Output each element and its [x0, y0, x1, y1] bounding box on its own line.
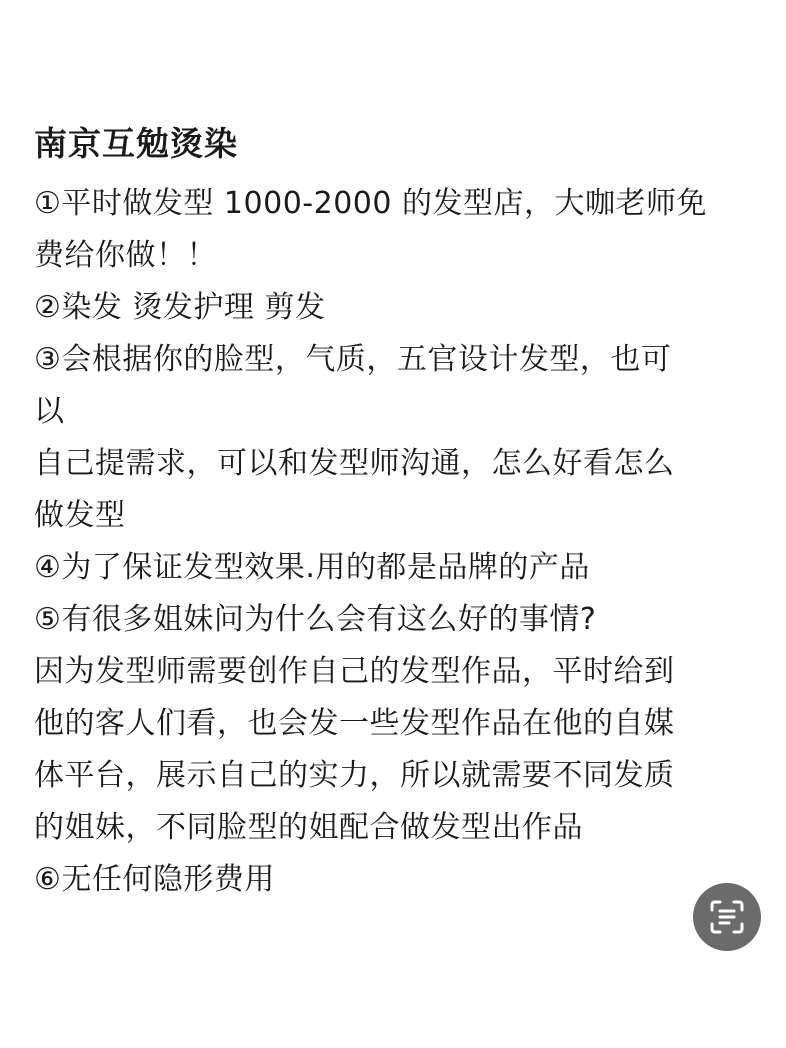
post-content	[34, 118, 754, 906]
post-title: 南京互勉烫染	[34, 124, 238, 163]
post-line: 自己提需求，可以和发型师沟通，怎么好看怎么	[34, 446, 675, 481]
post-line: ⑤有很多姐妹问为什么会有这么好的事情?	[34, 602, 597, 637]
post-line: ②染发 烫发护理 剪发	[34, 290, 326, 325]
post-line: 他的客人们看，也会发一些发型作品在他的自媒	[34, 706, 675, 741]
text-scan-icon	[708, 898, 746, 936]
post-line: 费给你做！！	[34, 238, 217, 273]
text-scan-button[interactable]	[693, 883, 761, 951]
post-line: 的姐妹，不同脸型的姐配合做发型出作品	[34, 810, 583, 845]
post-line: ③会根据你的脸型，气质，五官设计发型，也可	[34, 342, 672, 377]
post-line: 体平台，展示自己的实力，所以就需要不同发质	[34, 758, 675, 793]
post-line: 做发型	[34, 498, 126, 533]
post-line: ①平时做发型 1000-2000 的发型店，大咖老师免	[34, 186, 707, 221]
post-line: ⑥无任何隐形费用	[34, 862, 275, 897]
post-line: 因为发型师需要创作自己的发型作品，平时给到	[34, 654, 675, 689]
post-line: ④为了保证发型效果.用的都是品牌的产品	[34, 550, 590, 585]
post-line: 以	[34, 394, 65, 429]
